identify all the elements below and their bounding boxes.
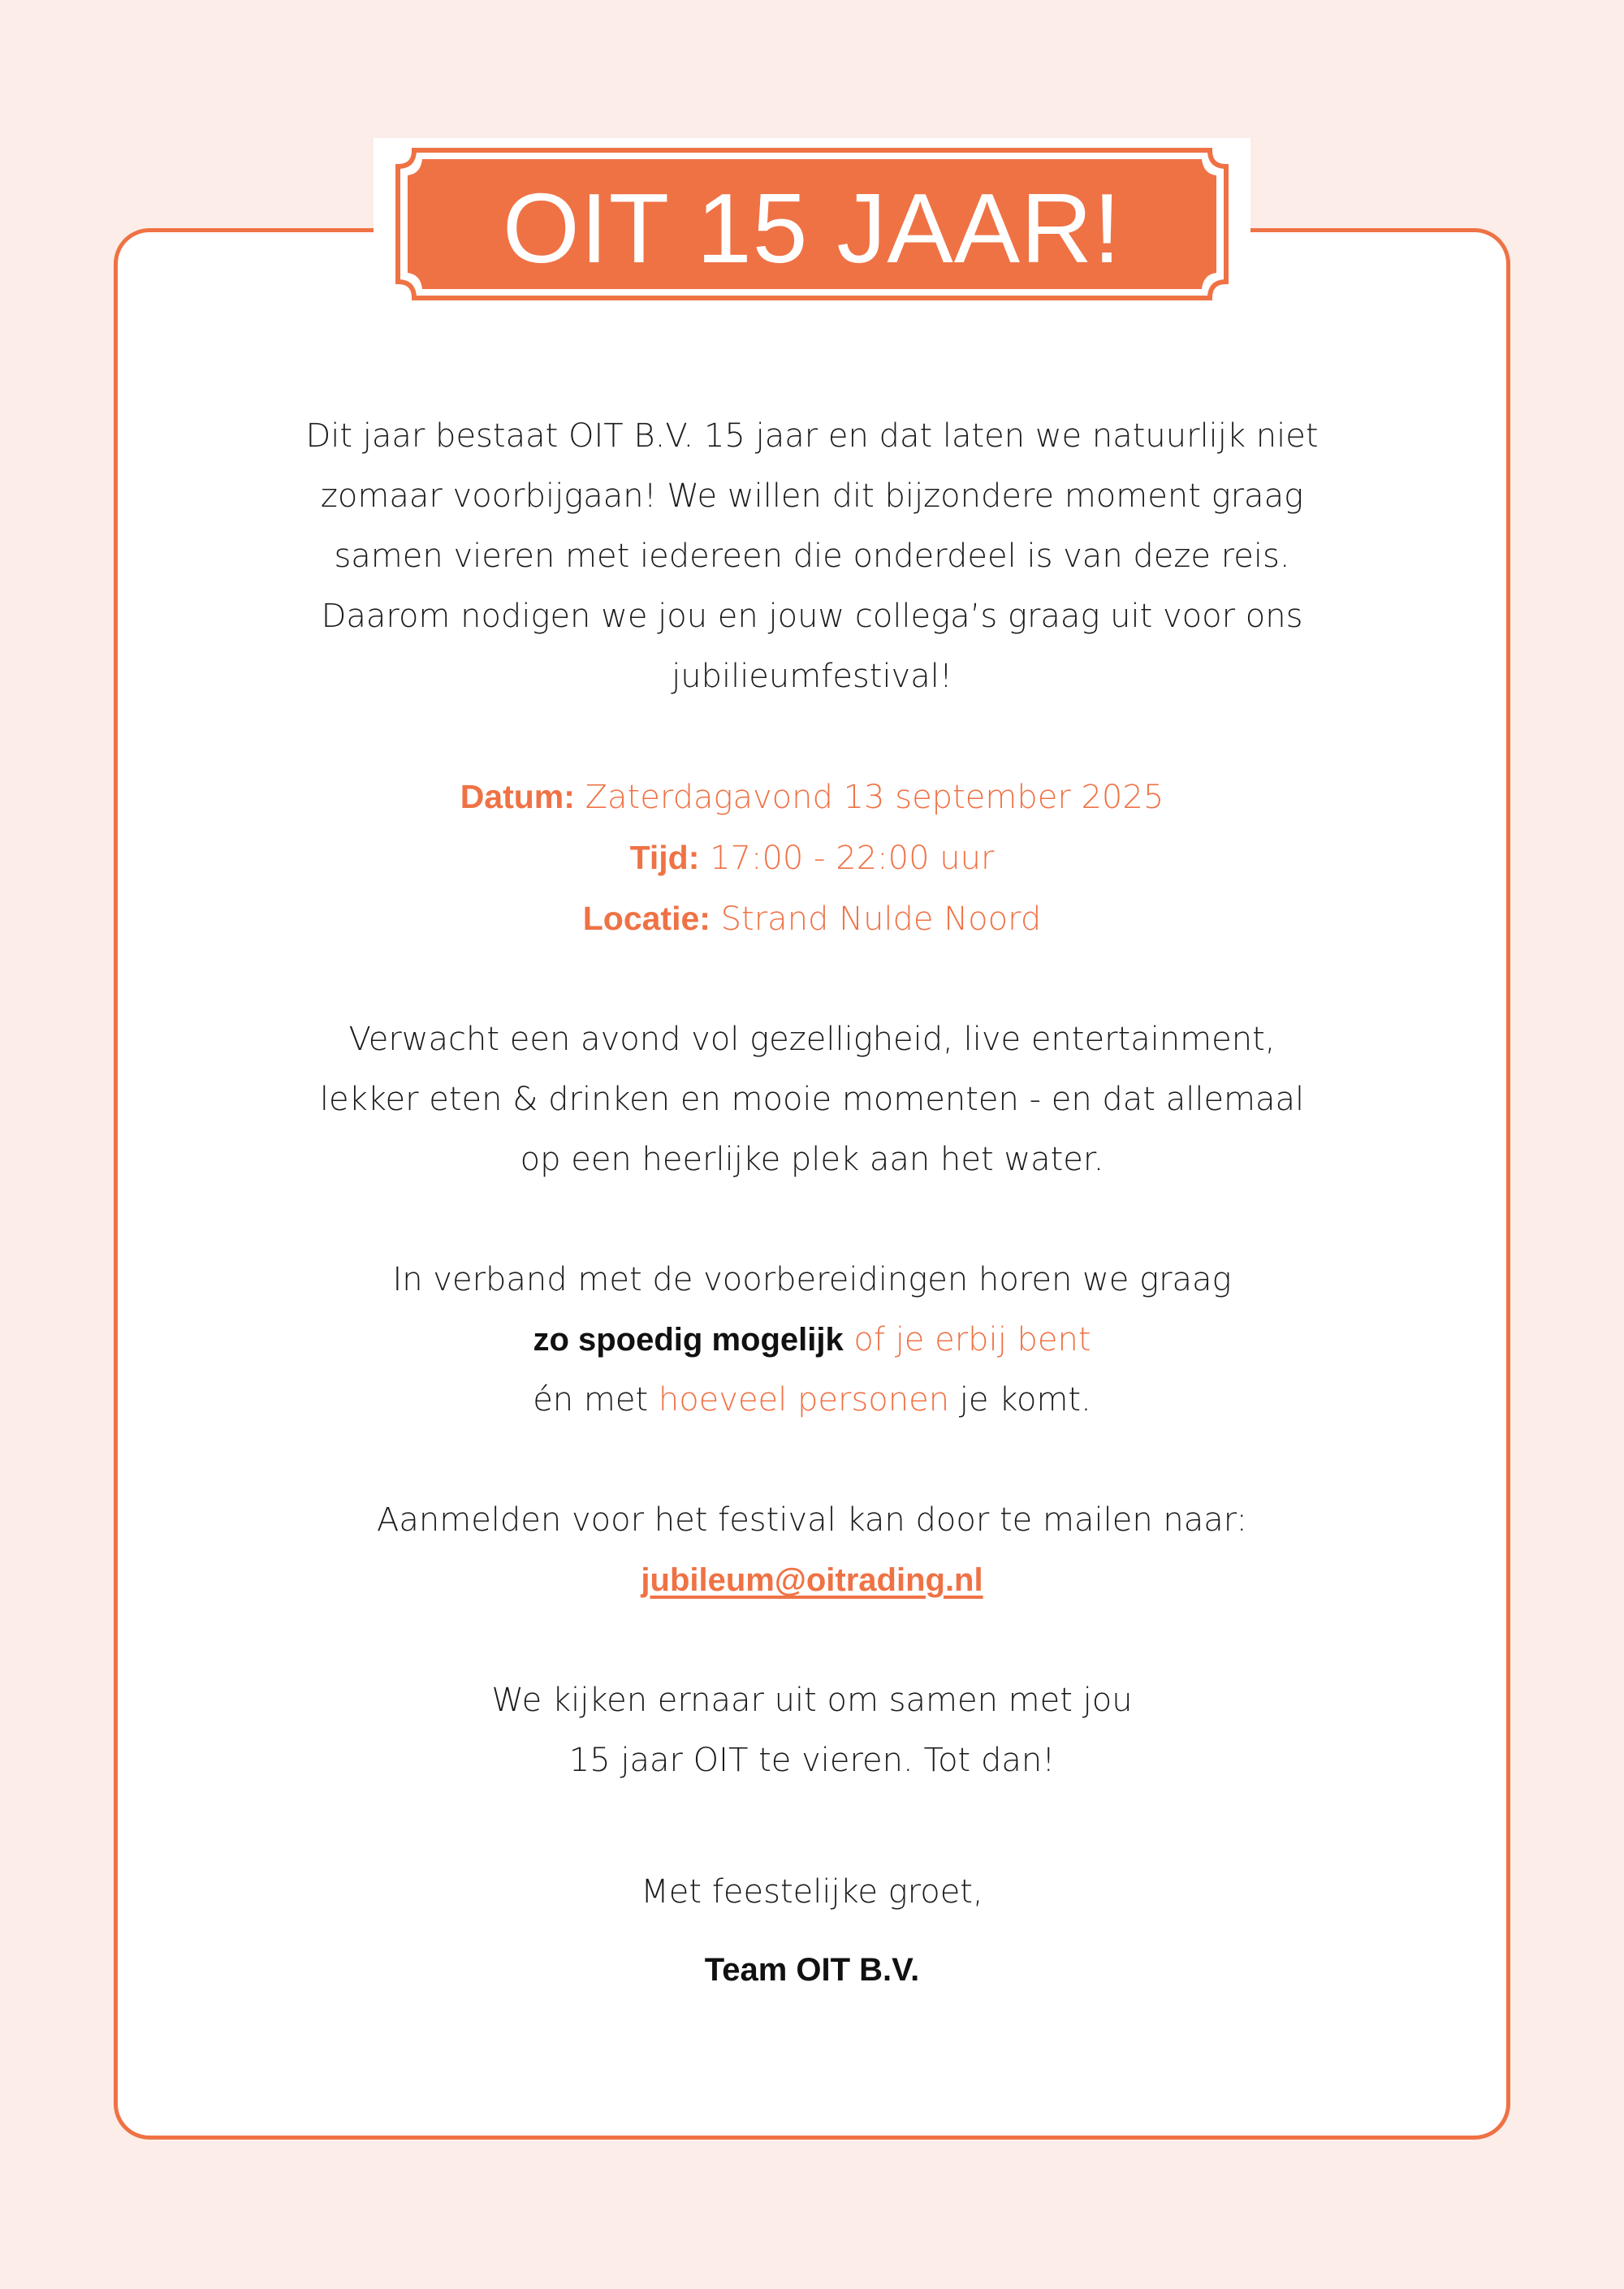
intro-line: jubilieumfestival! [672,658,952,695]
event-details [162,767,1462,949]
page-title: OIT 15 JAAR! [502,173,1122,283]
rsvp-text: én met [533,1381,649,1419]
expect-paragraph [162,1009,1462,1190]
intro-line: samen vieren met iedereen die onderdeel is van deze reis. [334,538,1290,575]
letter-content [162,406,1462,2000]
rsvp-highlight-attendance: of je erbij bent [853,1321,1091,1358]
rsvp-line: In verband met de voorbereidingen horen we graag [392,1261,1232,1298]
date-value: Zaterdagavond 13 september 2025 [585,779,1164,816]
signup-email-link[interactable]: jubileum@oitrading.nl [641,1562,983,1598]
time-value: 17:00 - 22:00 uur [710,840,995,877]
rsvp-paragraph [162,1250,1462,1430]
time-row [162,827,1462,888]
intro-line: Daarom nodigen we jou en jouw collega’s graag uit voor ons [321,598,1303,635]
location-row [162,888,1462,949]
rsvp-line [162,1310,1462,1370]
date-row [162,767,1462,827]
location-label: Locatie: [582,900,710,937]
signup-line: Aanmelden voor het festival kan door te mailen naar: [377,1501,1247,1539]
intro-paragraph [162,406,1462,706]
team-signature: Team OIT B.V. [704,1952,920,1988]
rsvp-urgency-text: zo spoedig mogelijk [533,1322,844,1358]
expect-line: Verwacht een avond vol gezelligheid, live entertainment, [348,1021,1276,1058]
intro-line: Dit jaar bestaat OIT B.V. 15 jaar en dat laten we natuurlijk niet [305,417,1319,455]
rsvp-line [162,1370,1462,1430]
signup-email-row [162,1550,1462,1610]
date-label: Datum: [460,778,575,815]
signup-paragraph [162,1490,1462,1610]
closing-paragraph [162,1670,1462,1790]
signoff [162,1862,1462,2000]
rsvp-highlight-count: hoeveel personen [658,1381,950,1419]
closing-line: 15 jaar OIT te vieren. Tot dan! [568,1742,1056,1779]
rsvp-text: je komt. [959,1381,1091,1419]
expect-line: lekker eten & drinken en mooie momenten - en dat allemaal [319,1081,1305,1118]
expect-line: op een heerlijke plek aan het water. [520,1141,1104,1178]
location-value: Strand Nulde Noord [720,900,1042,938]
intro-line: zomaar voorbijgaan! We willen dit bijzondere moment graag [320,477,1304,515]
closing-line: We kijken ernaar uit om samen met jou [491,1682,1133,1719]
time-label: Tijd: [629,839,700,876]
greeting-text: Met feestelijke groet, [641,1873,983,1911]
